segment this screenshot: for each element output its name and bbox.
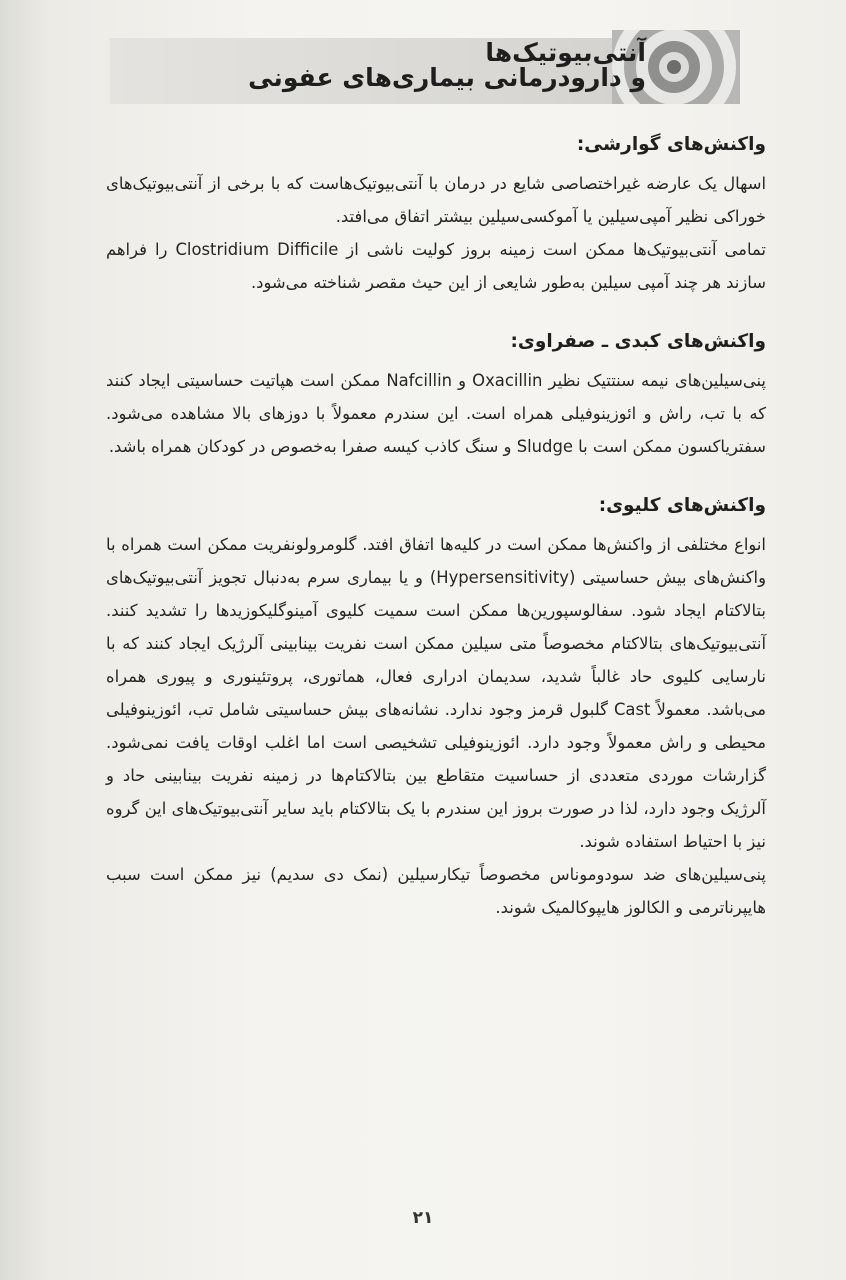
paragraph: پنی‌سیلین‌های نیمه سنتتیک نظیر Oxacillin و Nafcillin ممکن است هپاتیت حساسیتی ایجاد کنند که با تب، راش و ائوزینوفیلی همراه است. این سندرم معمولاً با دوزهای بالا مشاهده می‌شود. سفتریاکسون ممکن است با Sludge و سنگ کاذب کیسه صفرا به‌خصوص در کودکان همراه باشد. bbox=[106, 371, 766, 456]
page-content bbox=[106, 128, 766, 950]
paragraph: پنی‌سیلین‌های ضد سودوموناس مخصوصاً تیکارسیلین (نمک دی سدیم) نیز ممکن است سبب هایپرناترمی و الکالوز هایپوکالمیک شوند. bbox=[106, 865, 766, 917]
section-title: واکنش‌های گوارشی: bbox=[576, 134, 766, 155]
section-hepatobiliary bbox=[106, 325, 766, 463]
section-title: واکنش‌های کبدی ـ صفراوی: bbox=[510, 331, 766, 352]
running-header bbox=[248, 40, 646, 90]
book-title-line2: و دارودرمانی بیماری‌های عفونی bbox=[248, 63, 646, 92]
section-renal bbox=[106, 489, 766, 924]
section-title: واکنش‌های کلیوی: bbox=[598, 495, 766, 516]
section-gastrointestinal bbox=[106, 128, 766, 299]
book-title-line1: آنتی‌بیوتیک‌ها bbox=[485, 38, 646, 67]
paragraph: اسهال یک عارضه غیراختصاصی شایع در درمان با آنتی‌بیوتیک‌هاست که با برخی از آنتی‌بیوتیک‌های خوراکی نظیر آمپی‌سیلین یا آموکسی‌سیلین بیشتر اتفاق می‌افتد. bbox=[106, 174, 766, 226]
paragraph: انواع مختلفی از واکنش‌ها ممکن است در کلیه‌ها اتفاق افتد. گلومرولونفریت ممکن است همراه با واکنش‌های بیش حساسیتی (Hypersensitivity) و یا بیماری سرم به‌دنبال تجویز آنتی‌بیوتیک‌های بتالاکتام ایجاد شود. سفالوسپورین‌ها ممکن است سمیت کلیوی آمینوگلیکوزیدها را تشدید کنند. آنتی‌بیوتیک‌های بتالاکتام مخصوصاً متی سیلین ممکن است نفریت بینابینی آلرژیک ایجاد کنند که با نارسایی کلیوی حاد غالباً شدید، سدیمان ادراری فعال، هماتوری، پروتئینوری و پیوری همراه می‌باشد. معمولاً Cast گلبول قرمز وجود ندارد. نشانه‌های بیش حساسیتی شامل تب، ائوزینوفیلی محیطی و راش معمولاً وجود دارد. ائوزینوفیلی تشخیصی است اما اغلب اوقات یافت نمی‌شود. گزارشات موردی متعددی از حساسیت متقاطع بین بتالاکتام‌ها در زمینه نفریت بینابینی حاد و آلرژیک وجود دارد، لذا در صورت بروز این سندرم با یک بتالاکتام باید سایر آنتی‌بیوتیک‌های این گروه نیز با احتیاط استفاده شوند. bbox=[106, 535, 767, 851]
paragraph: تمامی آنتی‌بیوتیک‌ها ممکن است زمینه بروز کولیت ناشی از Clostridium Difficile را فراهم سازند هر چند آمپی سیلین به‌طور شایعی از این حیث مقصر شناخته می‌شود. bbox=[106, 240, 766, 292]
page-number: ۲۱ bbox=[412, 1208, 434, 1228]
